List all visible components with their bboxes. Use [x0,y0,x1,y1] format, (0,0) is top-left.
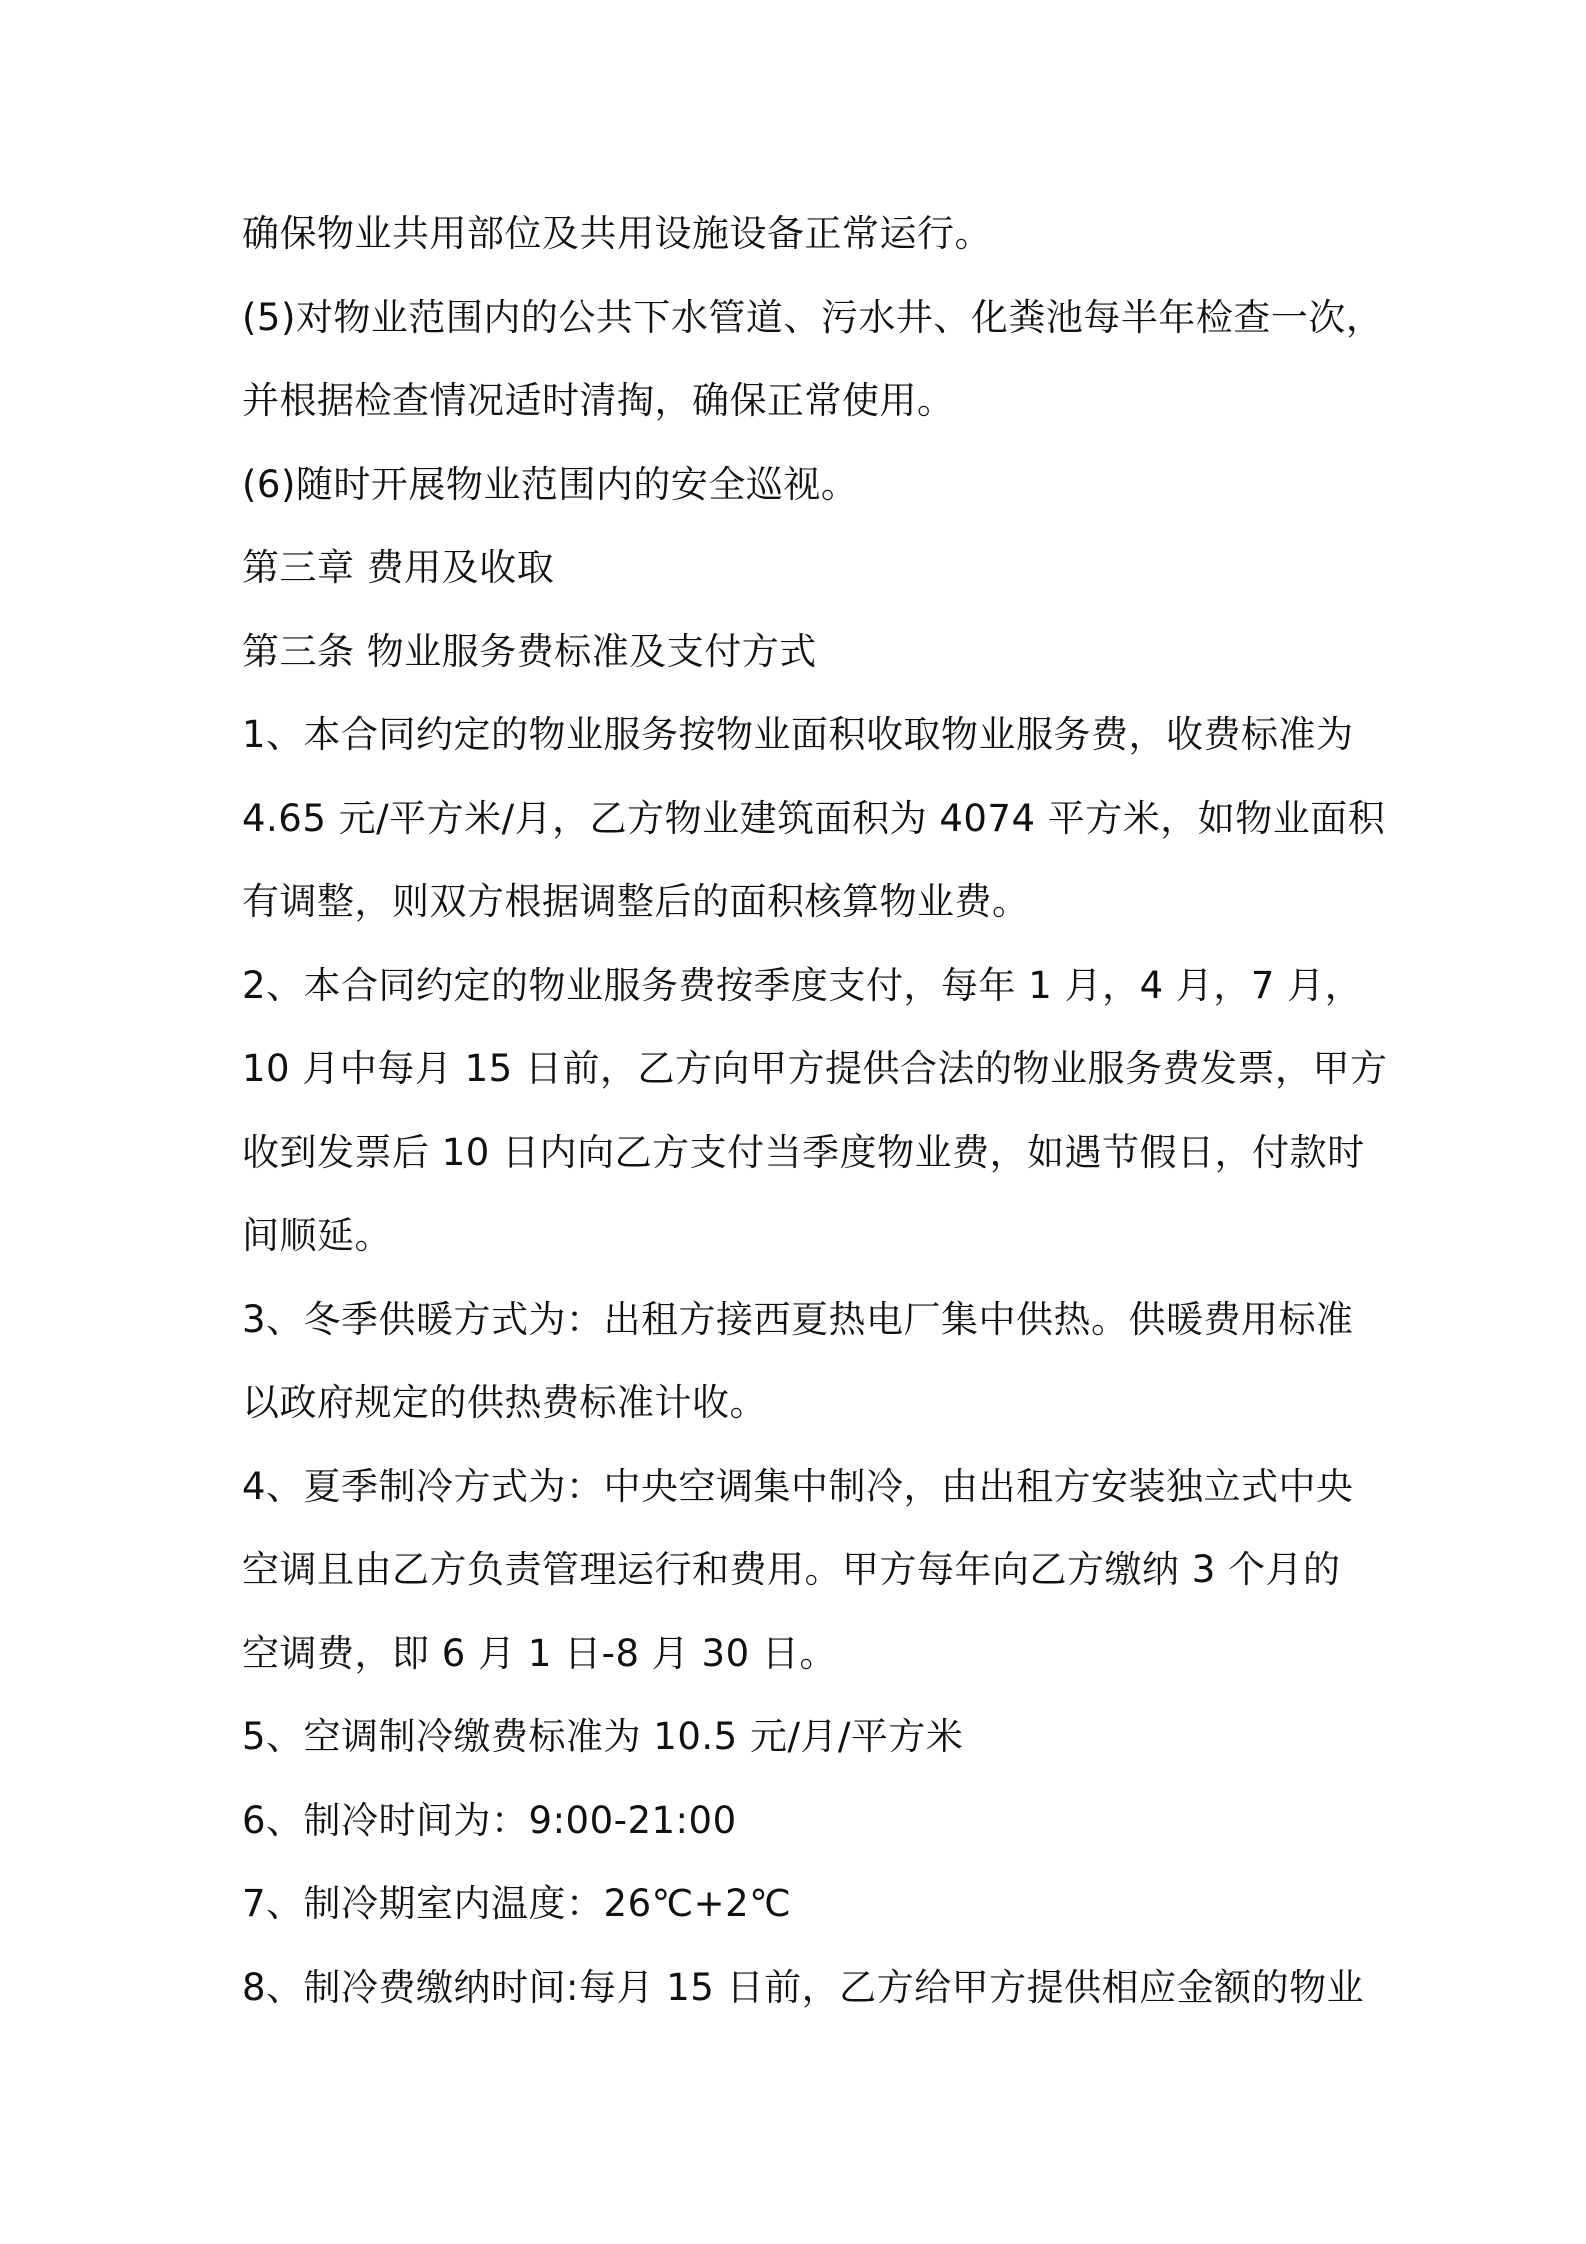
text-line: (5)对物业范围内的公共下水管道、污水井、化粪池每半年检查一次， [242,295,1384,339]
text-line: 收到发票后 10 日内向乙方支付当季度物业费，如遇节假日，付款时 [242,1130,1365,1174]
chapter-heading: 第三章 费用及收取 [242,546,555,589]
text-line: (6)随时开展物业范围内的安全巡视。 [242,462,859,506]
text-line: 7、制冷期室内温度：26℃+2℃ [242,1882,792,1925]
text-line: 8、制冷费缴纳时间:每月 15 日前，乙方给甲方提供相应金额的物业 [242,1965,1365,2009]
text-line: 并根据检查情况适时清掏，确保正常使用。 [242,379,955,422]
text-line: 3、冬季供暖方式为：出租方接西夏热电厂集中供热。供暖费用标准 [242,1297,1354,1341]
text-line: 2、本合同约定的物业服务费按季度支付，每年 1 月，4 月，7 月， [242,963,1363,1007]
text-line: 10 月中每月 15 日前，乙方向甲方提供合法的物业服务费发票，甲方 [242,1047,1388,1090]
text-line: 空调费，即 6 月 1 日-8 月 30 日。 [242,1631,837,1675]
text-line: 确保物业共用部位及共用设施设备正常运行。 [242,212,992,255]
text-line: 空调且由乙方负责管理运行和费用。甲方每年向乙方缴纳 3 个月的 [242,1548,1341,1591]
text-line: 1、本合同约定的物业服务按物业面积收取物业服务费，收费标准为 [242,713,1354,756]
text-line: 间顺延。 [242,1214,392,1257]
document-body [242,192,1388,2029]
text-line: 以政府规定的供热费标准计收。 [242,1381,767,1424]
text-line: 4.65 元/平方米/月，乙方物业建筑面积为 4074 平方米，如物业面积 [242,796,1386,840]
text-line: 6、制冷时间为：9:00-21:00 [242,1798,737,1842]
text-line: 4、夏季制冷方式为：中央空调集中制冷，由出租方安装独立式中央 [242,1464,1354,1508]
text-line: 有调整，则双方根据调整后的面积核算物业费。 [242,880,1030,923]
text-line: 5、空调制冷缴费标准为 10.5 元/月/平方米 [242,1715,964,1758]
article-heading: 第三条 物业服务费标准及支付方式 [242,629,817,673]
